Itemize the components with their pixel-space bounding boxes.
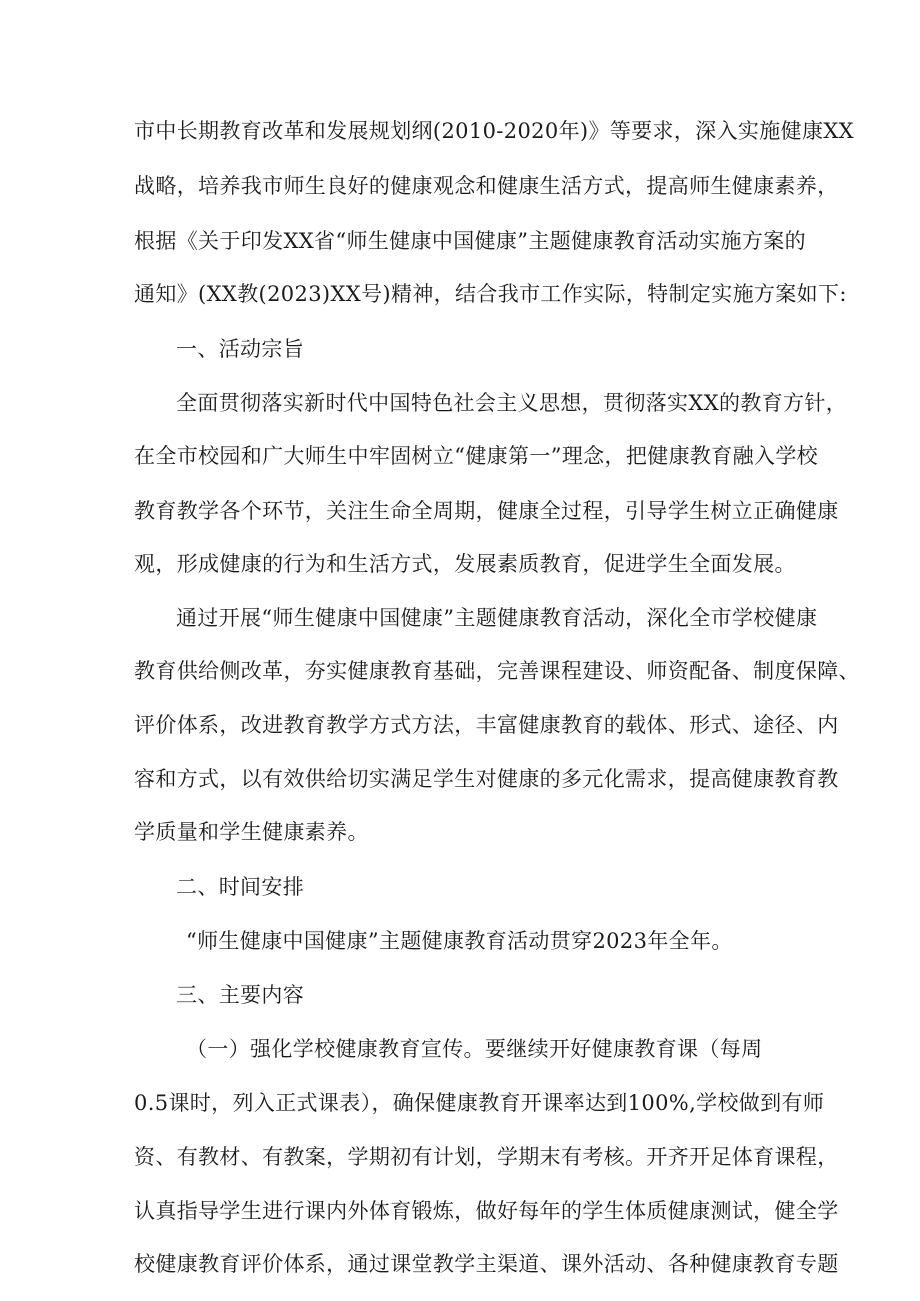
- section-heading: 二、时间安排: [176, 875, 305, 899]
- text-line: 容和方式，以有效供给切实满足学生对健康的多元化需求，提高健康教育教: [134, 767, 839, 791]
- text-line: 评价体系，改进教育教学方式方法，丰富健康教育的载体、形式、途径、内: [134, 713, 839, 737]
- text-line: 认真指导学生进行课内外体育锻炼，做好每年的学生体质健康测试，健全学: [134, 1199, 839, 1223]
- text-line: 教育供给侧改革，夯实健康教育基础，完善课程建设、师资配备、制度保障、: [134, 659, 860, 683]
- text-line: 市中长期教育改革和发展规划纲(2010-2020年)》等要求，深入实施健康XX: [134, 119, 854, 143]
- text-line: 校健康教育评价体系，通过课堂教学主渠道、课外活动、各种健康教育专题: [134, 1252, 839, 1276]
- text-line: （一）强化学校健康教育宣传。要继续开好健康教育课（每周: [186, 1037, 763, 1061]
- section-heading: 三、主要内容: [176, 983, 305, 1007]
- text-line: 0.5课时，列入正式课表），确保健康教育开课率达到100%,学校做到有师: [134, 1091, 825, 1115]
- text-line: “师生健康中国健康”主题健康教育活动贯穿2023年全年。: [186, 929, 733, 953]
- text-line: 在全市校园和广大师生中牢固树立“健康第一”理念，把健康教育融入学校: [134, 444, 819, 468]
- section-heading: 一、活动宗旨: [176, 337, 305, 361]
- text-line: 战略，培养我市师生良好的健康观念和健康生活方式，提高师生健康素养，: [134, 174, 839, 198]
- text-line: 学质量和学生健康素养。: [134, 820, 369, 844]
- text-line: 根据《关于印发XX省“师生健康中国健康”主题健康教育活动实施方案的: [134, 229, 806, 253]
- text-line: 通知》(XX教(2023)XX号)精神，结合我市工作实际，特制定实施方案如下:: [134, 282, 847, 306]
- text-line: 资、有教材、有教案，学期初有计划，学期末有考核。开齐开足体育课程，: [134, 1145, 839, 1169]
- text-line: 通过开展“师生健康中国健康”主题健康教育活动，深化全市学校健康: [176, 606, 818, 630]
- text-line: 全面贯彻落实新时代中国特色社会主义思想，贯彻落实XX的教育方针，: [176, 391, 848, 415]
- text-line: 观，形成健康的行为和生活方式，发展素质教育，促进学生全面发展。: [134, 552, 796, 576]
- text-line: 教育教学各个环节，关注生命全周期，健康全过程，引导学生树立正确健康: [134, 499, 839, 523]
